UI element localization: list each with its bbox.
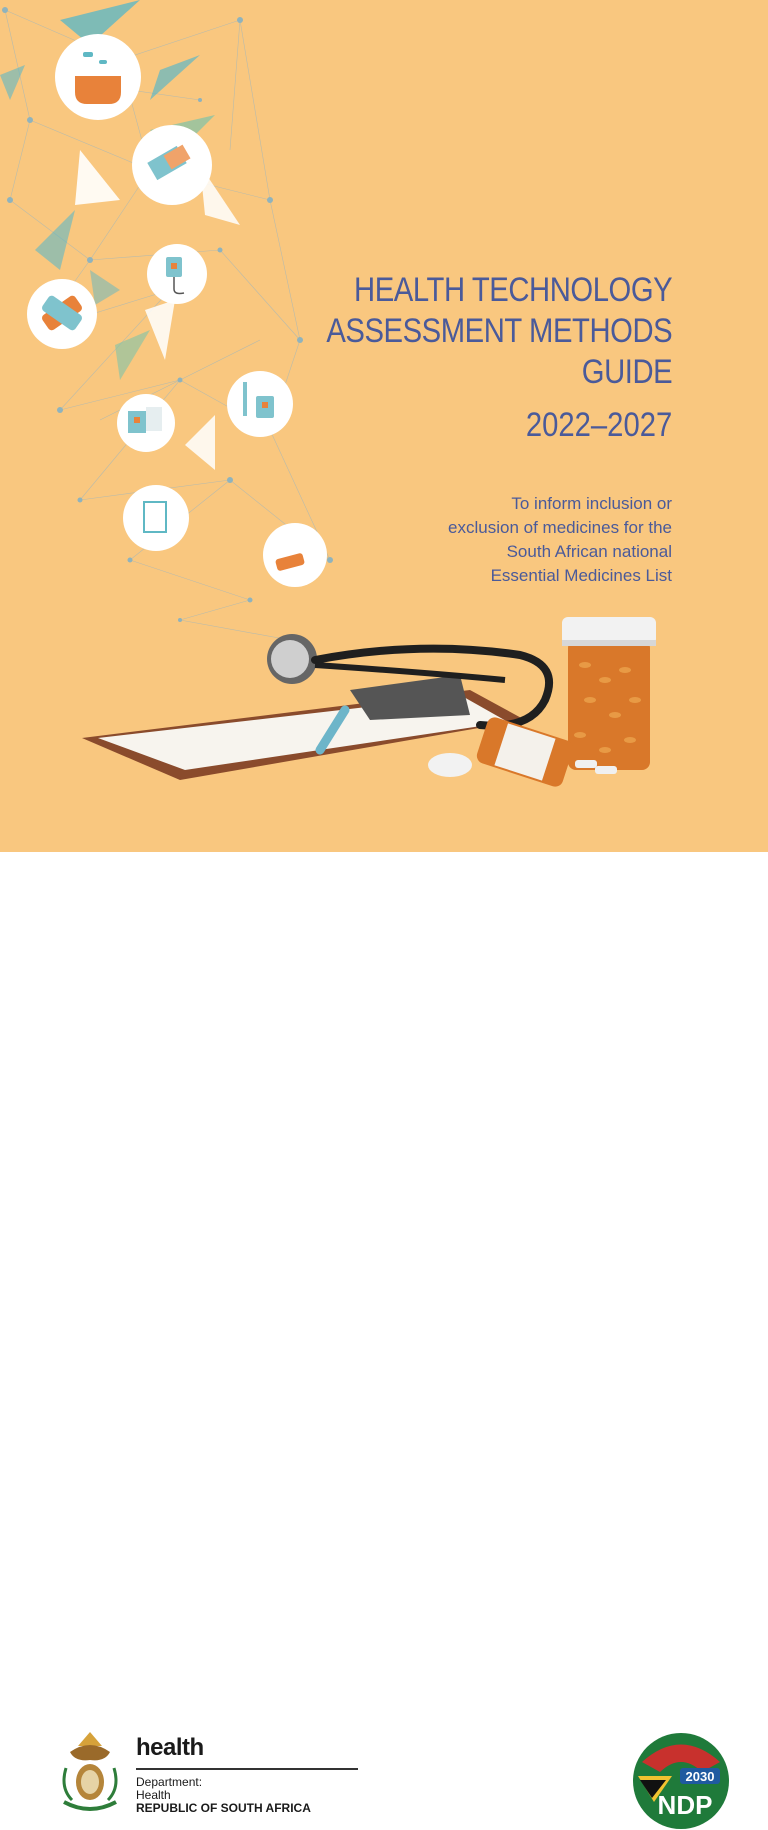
department-line-3: REPUBLIC OF SOUTH AFRICA: [136, 1801, 311, 1815]
subtitle-line-4: Essential Medicines List: [490, 566, 672, 585]
ndp-year: 2030: [685, 1769, 715, 1784]
years-range: 2022–2027: [525, 406, 672, 444]
medical-still-life: [0, 0, 768, 852]
title-line-1: HEALTH TECHNOLOGY: [353, 271, 672, 309]
department-line-1: Department:: [136, 1775, 203, 1789]
department-logo: [50, 1728, 315, 1820]
ndp-acronym: NDP: [657, 1790, 713, 1820]
ndp-2030-logo: [632, 1732, 730, 1830]
subtitle-line-2: exclusion of medicines for the: [448, 518, 672, 537]
subtitle-line-1: To inform inclusion or: [511, 494, 672, 513]
subtitle-line-3: South African national: [506, 542, 672, 561]
coat-of-arms-icon: [50, 1728, 130, 1818]
title-line-2: ASSESSMENT METHODS: [326, 312, 672, 350]
department-word: health: [136, 1734, 204, 1761]
department-divider: [136, 1768, 358, 1770]
cover-page: [0, 0, 768, 852]
title-line-3: GUIDE: [581, 353, 672, 391]
footer: [0, 852, 768, 1820]
department-line-2: Health: [136, 1788, 171, 1802]
